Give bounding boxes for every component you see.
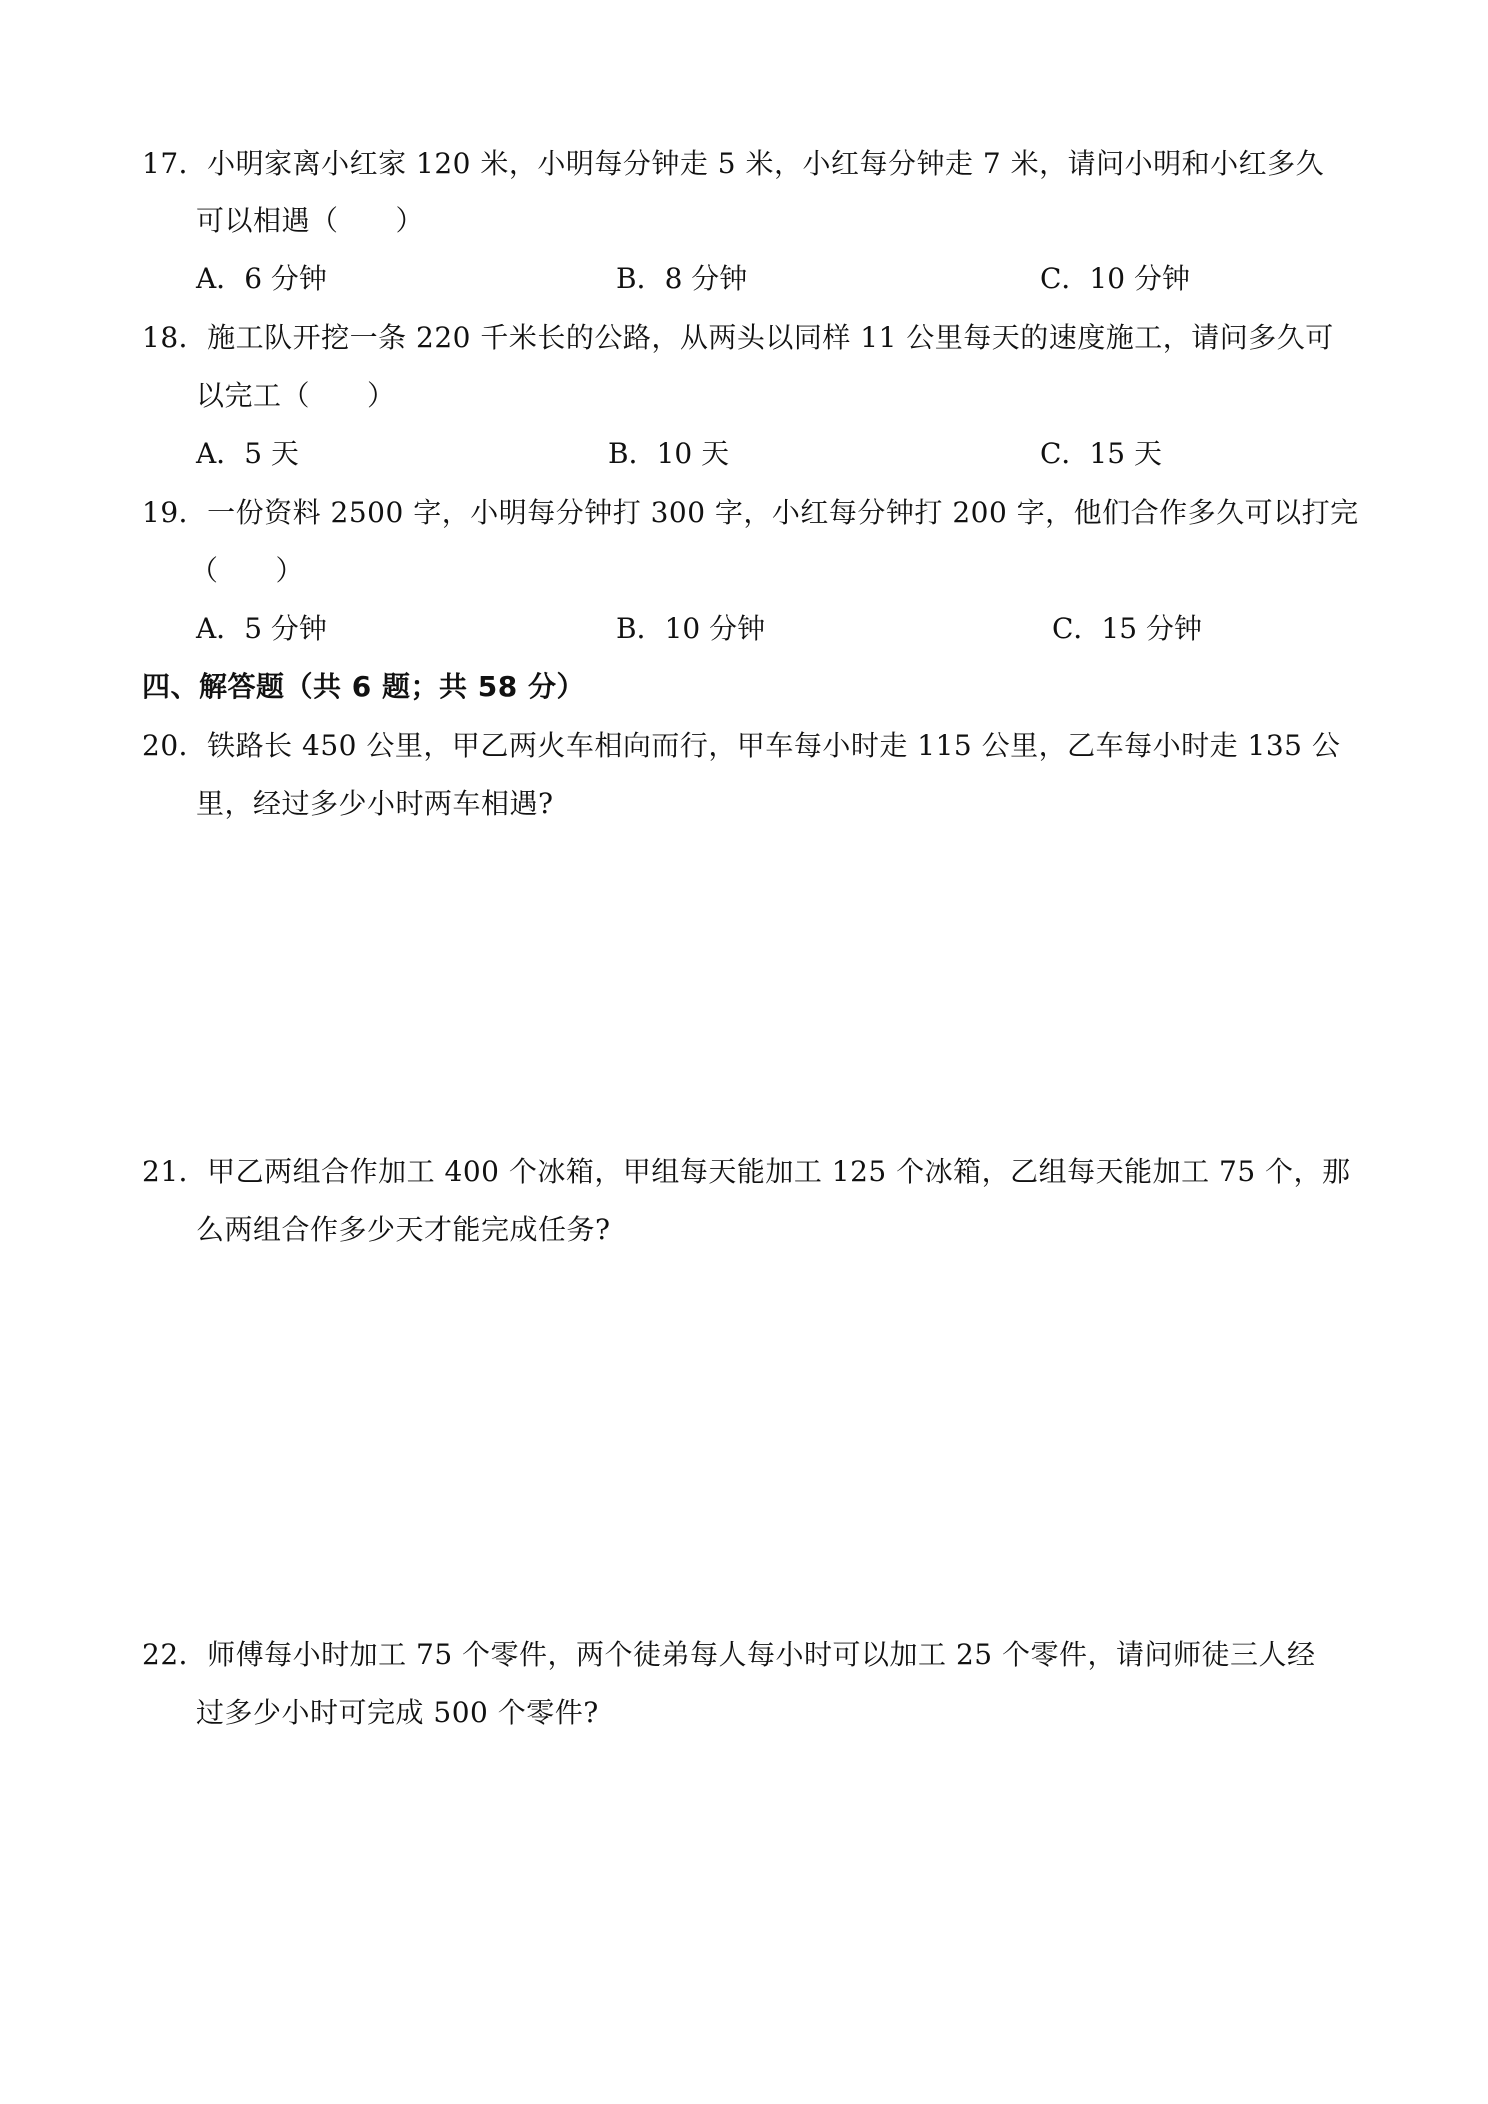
section-heading: 四、解答题（共 6 题；共 58 分）	[142, 670, 585, 703]
question-17-line-1: 17．小明家离小红家 120 米，小明每分钟走 5 米，小红每分钟走 7 米，请问小明和小红多久	[142, 147, 1325, 180]
question-18-option-b: B．10 天	[608, 437, 730, 470]
question-19-option-b: B．10 分钟	[616, 612, 766, 645]
question-18-option-c: C．15 天	[1040, 437, 1162, 470]
question-19-line-2: （ ）	[190, 554, 305, 587]
problem-21-line-2: 么两组合作多少天才能完成任务?	[196, 1213, 611, 1246]
problem-22-line-2: 过多少小时可完成 500 个零件?	[196, 1696, 599, 1729]
question-19-line-1: 19．一份资料 2500 字，小明每分钟打 300 字，小红每分钟打 200 字，他们合作多久可以打完	[142, 496, 1359, 529]
problem-21-line-1: 21．甲乙两组合作加工 400 个冰箱，甲组每天能加工 125 个冰箱，乙组每天能加工 75 个，那	[142, 1155, 1351, 1188]
question-17-option-a: A．6 分钟	[196, 262, 327, 295]
question-18-line-2: 以完工（ ）	[196, 379, 396, 412]
problem-22-line-1: 22．师傅每小时加工 75 个零件，两个徒弟每人每小时可以加工 25 个零件，请问师徒三人经	[142, 1638, 1316, 1671]
question-17-line-2: 可以相遇（ ）	[196, 204, 425, 237]
question-18-option-a: A．5 天	[196, 437, 299, 470]
question-19-option-a: A．5 分钟	[196, 612, 327, 645]
question-17-option-c: C．10 分钟	[1040, 262, 1190, 295]
question-17-option-b: B．8 分钟	[616, 262, 748, 295]
question-19-option-c: C．15 分钟	[1052, 612, 1202, 645]
problem-20-line-1: 20．铁路长 450 公里，甲乙两火车相向而行，甲车每小时走 115 公里，乙车每小时走 135 公	[142, 729, 1341, 762]
problem-20-line-2: 里，经过多少小时两车相遇?	[196, 787, 554, 820]
question-18-line-1: 18．施工队开挖一条 220 千米长的公路，从两头以同样 11 公里每天的速度施工，请问多久可	[142, 321, 1334, 354]
